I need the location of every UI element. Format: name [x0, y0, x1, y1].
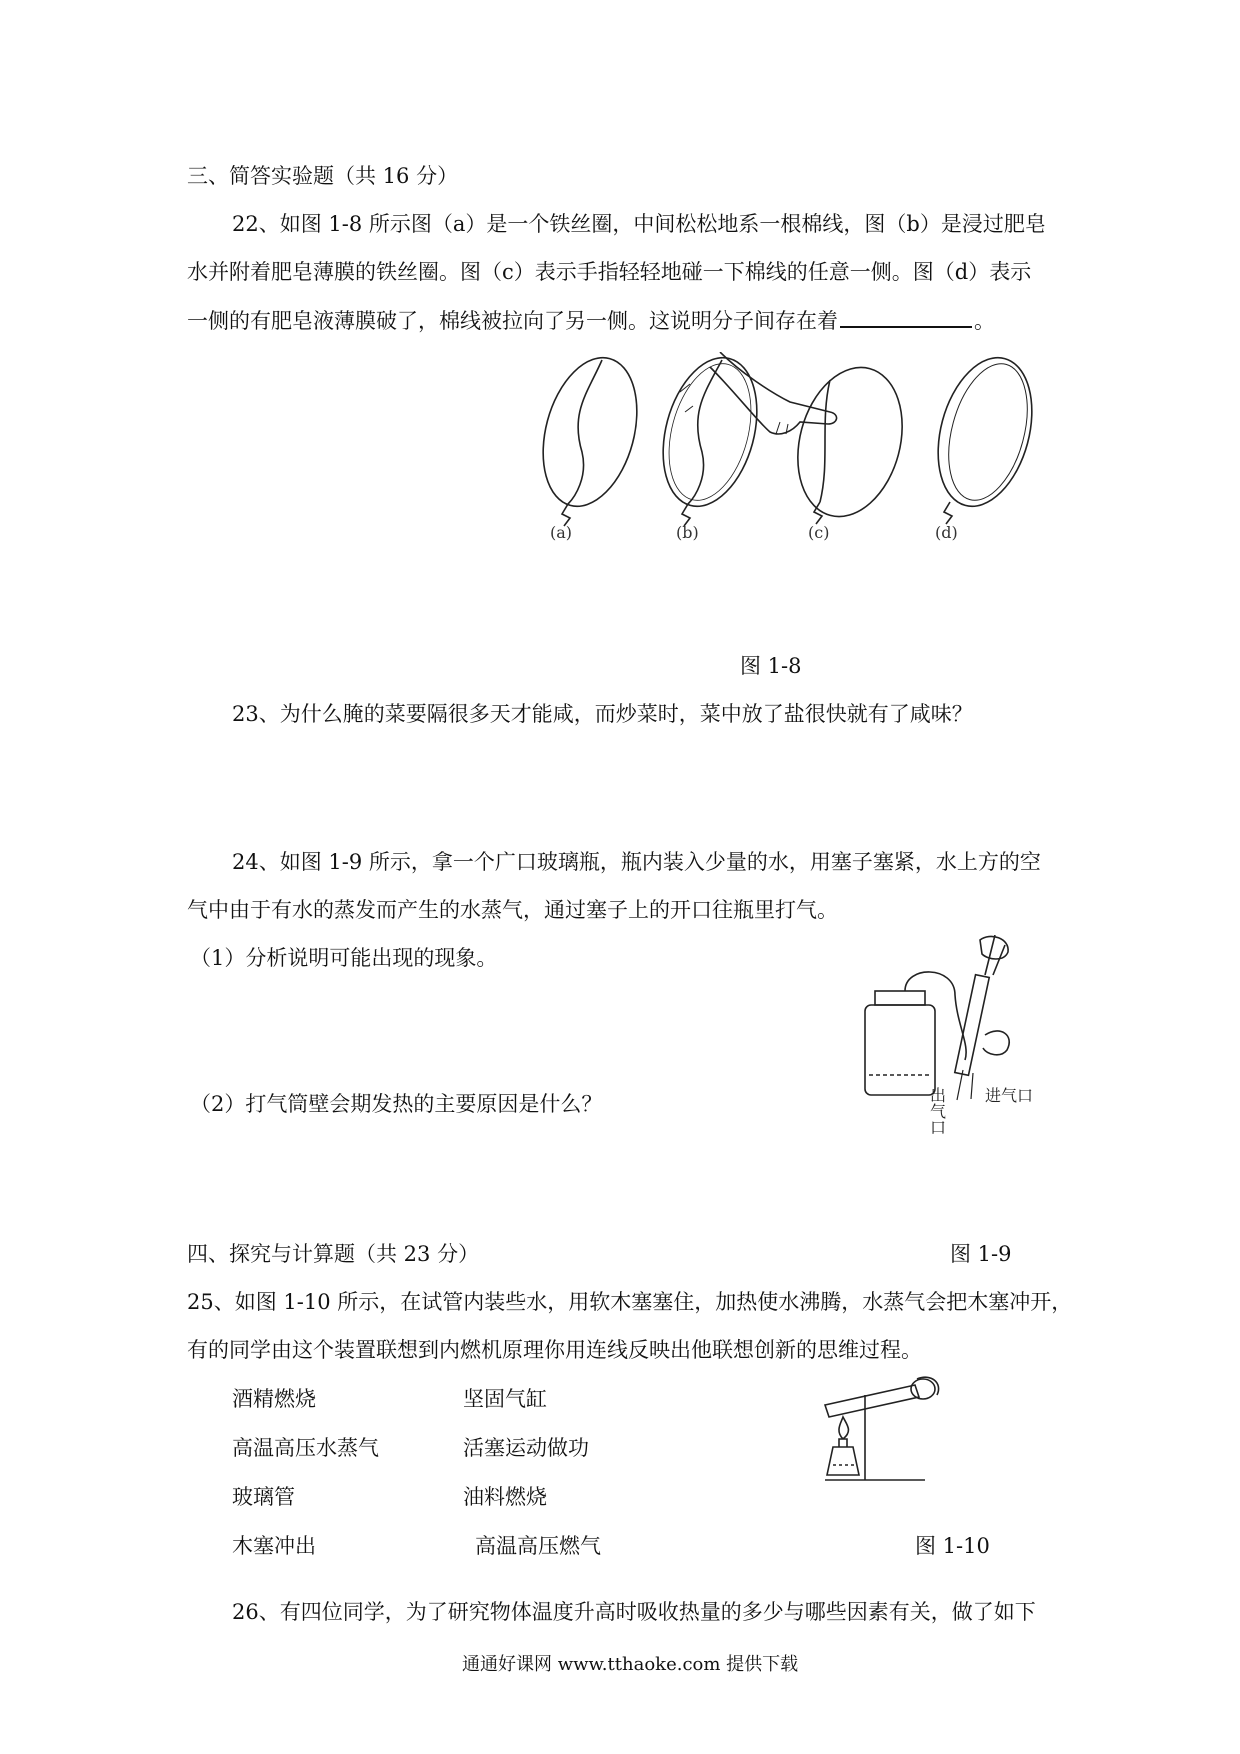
figure-1-8-caption: 图 1-8: [740, 654, 802, 678]
q22-line-1: 22、如图 1-8 所示图（a）是一个铁丝圈，中间松松地系一根棉线，图（b）是浸过肥皂: [232, 212, 1046, 236]
q24-line-2: 气中由于有水的蒸发而产生的水蒸气，通过塞子上的开口往瓶里打气。: [187, 898, 838, 922]
figure-label-a: (a): [550, 523, 573, 542]
figure-1-10-test-tube-apparatus: [805, 1375, 955, 1485]
q22-line-2: 水并附着肥皂薄膜的铁丝圈。图（c）表示手指轻轻地碰一下棉线的任意一侧。图（d）表示: [187, 260, 1032, 284]
ring-c-illustration: [710, 352, 918, 528]
left-item-2: 高温高压水蒸气: [232, 1436, 379, 1460]
q25-line-1: 25、如图 1-10 所示，在试管内装些水，用软木塞塞住，加热使水沸腾，水蒸气会把木塞冲开，: [187, 1290, 1073, 1314]
ring-b-illustration: [648, 352, 772, 526]
q24-sub-2: （2）打气筒壁会期发热的主要原因是什么？: [190, 1092, 603, 1116]
ring-a-illustration: [530, 352, 652, 526]
test-tube-illustration: [825, 1377, 939, 1417]
q22-line-3-text: 一侧的有肥皂液薄膜破了，棉线被拉向了另一侧。这说明分子间存在着: [187, 309, 838, 333]
section-3-heading: 三、简答实验题（共 16 分）: [187, 164, 459, 188]
q22-line-3: [187, 306, 995, 335]
figure-1-10-caption: 图 1-10: [915, 1534, 990, 1558]
figure-1-9-caption: 图 1-9: [950, 1242, 1012, 1266]
right-item-4: 高温高压燃气: [475, 1534, 601, 1558]
q23-text: 23、为什么腌的菜要隔很多天才能咸，而炒菜时，菜中放了盐很快就有了咸味？: [232, 702, 973, 726]
left-item-3: 玻璃管: [232, 1485, 295, 1509]
figure-label-c: (c): [808, 523, 830, 542]
right-item-2: 活塞运动做功: [463, 1436, 589, 1460]
ring-d-illustration: [923, 352, 1040, 524]
stand-illustration: [825, 1395, 925, 1480]
alcohol-lamp-illustration: [827, 1417, 859, 1475]
q26-line-1: 26、有四位同学，为了研究物体温度升高时吸收热量的多少与哪些因素有关，做了如下: [232, 1600, 1036, 1624]
answer-blank[interactable]: [840, 306, 972, 328]
figure-label-d: (d): [935, 523, 958, 542]
left-item-4: 木塞冲出: [232, 1534, 316, 1558]
left-item-1: 酒精燃烧: [232, 1387, 316, 1411]
q25-line-2: 有的同学由这个装置联想到内燃机原理你用连线反映出他联想创新的思维过程。: [187, 1338, 922, 1362]
inlet-label: 进气口: [985, 1086, 1034, 1105]
figure-1-9-bottle-pump: [845, 935, 1065, 1135]
figure-label-b: (b): [676, 523, 699, 542]
glass-bottle-illustration: [865, 991, 935, 1095]
section-4-heading: 四、探究与计算题（共 23 分）: [187, 1242, 480, 1266]
figure-1-8-soap-film-rings: [530, 352, 1040, 552]
q24-line-1: 24、如图 1-9 所示，拿一个广口玻璃瓶，瓶内装入少量的水，用塞子塞紧，水上方的空: [232, 850, 1041, 874]
q24-sub-1: （1）分析说明可能出现的现象。: [190, 946, 498, 970]
footer-download-note: 通通好课网 www.tthaoke.com 提供下载: [462, 1654, 799, 1675]
q22-line-3-end: 。: [974, 309, 995, 333]
right-item-1: 坚固气缸: [463, 1387, 547, 1411]
right-item-3: 油料燃烧: [463, 1485, 547, 1509]
outlet-label: 出气口: [927, 1087, 947, 1135]
pump-illustration: [955, 935, 1009, 1100]
